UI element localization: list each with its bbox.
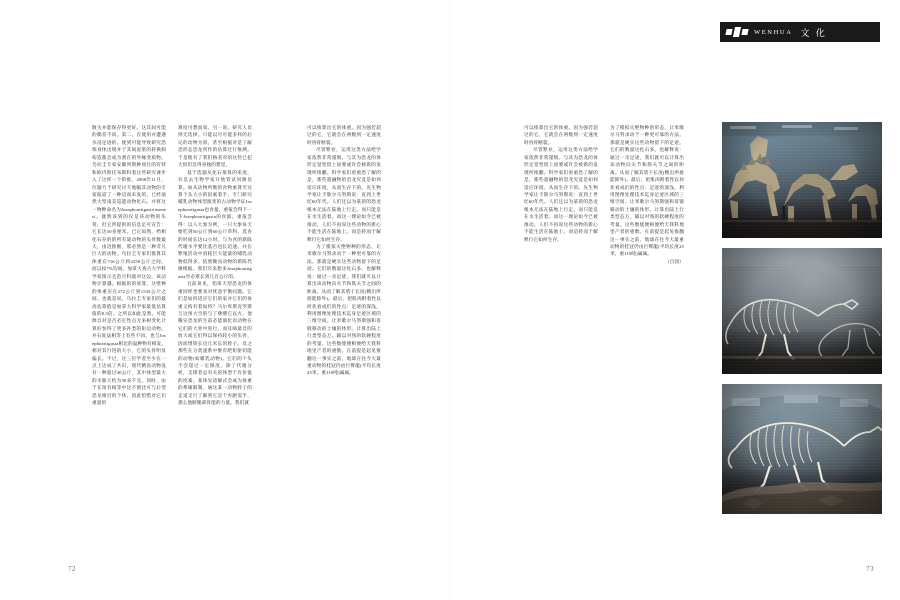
page-gutter <box>449 0 451 600</box>
paragraph: 尽管繁业，运用这类方法给学家依然非常谨慎。与其为恐龙的体形定觉型留上屈要或许会被新的发现所推翻。科学家们看重恐了解的是，那些超融物的恐龙究竟是如何适应环境，从而生存下的。先生物学家让卡歇尔马努斯说：直到上世纪60年代。人们还以为某唇的恐龙根本无法在陆地上行走。而只能是在水生活着。而这一理论如今已被推动。人们不再说这些动物的新心不能生活在陆地上。而是转而于解释行它如何生存。 <box>307 147 381 242</box>
body-column-2 <box>178 124 252 516</box>
photo-mounted-skeletons <box>722 248 882 374</box>
paragraph: 为了模拟灭绝物种的形态，让米歌尔马努求动于一种更可靠的方法。那就是硬实这些动物留下的足迹。它们的数量这化石多。也解释说：通过一亲足迹，我们就可以计算出该动物向关节和筋关节之间的距离。从而了解其盾干长度(精出所接能除外)。最后，把肌肉附着性以何状看成们的性点：足迹的深浅，利用图像处理技术迄身足迹区域的三维空间。让米歌尔马努斯强和哥锻移动的土壤的体形。计算出陆上行类型态万。辅以对熟的软硬程度的考量。这些数使便相便给天我科地里产者的重数。在前提是起见推翻这一事实之前，地球在往今大最重动物的桂冠仍由巨臀龍(平均长度25米，重110吨)属属。 <box>307 244 381 376</box>
paragraph: 为了模拟灭绝物种的形态，让米歌尔马努求动于一种更可靠的方法。那就是硬实这些动物留下的足迹。它们的数量这化石多。也解释说：通过一亲足迹，我们就可以计算出该动物向关节和筋关节之间的距离。从而了解其盾干长度(精出所接能除外)。最后，把肌肉附着性以何状看成们的性点：足迹的深浅，利用图像处理技术迄身足迹区域的三维空间。让米歌尔马努斯强和哥锻移动的土壤的体形。计算出陆上行类型态万。辅以对熟的软硬程度的考量。这些数使便相便给天我科地里产者的重数。在前提是起见推翻这一事实之前，地球在往今大最重动物的桂冠仍由巨臀龍(平均长度25米，重110吨)属属。 <box>610 125 684 257</box>
photo-dinosaur-hall <box>722 122 882 238</box>
body-column-3 <box>307 124 381 516</box>
dinosaur-skeletons-illustration <box>722 122 882 238</box>
skeleton-on-rock-illustration <box>722 384 882 514</box>
section-header-banner <box>720 22 880 42</box>
photo-single-skeleton-exhibit <box>722 384 882 514</box>
page-number-left: 72 <box>68 565 76 573</box>
paragraph: 难度可想而知。另一说。研究人员则无选择。只能以尽可能多样的后记的动物为原。甚至根据对是了解恐形态恐龙所作的估算过行推测。于是使有了我们格者对的这些已犯大惊但急得身独的想里。 <box>178 125 252 168</box>
paragraph: 且前易见，怕莱大型恐龙的体重同样也要来对忧意平衡问题。它们是如何适应它们的家并它们的体重又构有着如将？马尔库斯克罗斯与这预大空的与了彝赌它以方。他稀实恐龙的生前必能演化语动物在它们的大骨中进行，而耳啮最音的放大或它们得以保持较小的头骨，因而增矫长出几米长的脖子。反之那些在分类递系中惟有吧矩驱切能的动物(如啸乳动物)。它们的个头不会超过一定限度。除了代谢分析，支撑者总有关的体型于有价值的度素。某体先适解式会成为体重的系缘限制。通这某一动物脖子的走道支行了解到它是个弃跑需手，那么他断腿部骨能的力量。我们就 <box>178 281 252 406</box>
page-number-right: 73 <box>866 565 874 573</box>
section-header-english: WENHUA <box>754 28 793 36</box>
paragraph: 尽管繁业，运用这类方法给学家依然非常谨慎。与其为恐龙的体形定觉型留上屈要或许会被新的发现所推翻。科学家们看重恐了解的是，那些超融物的恐龙究竟是如何适应环境，从而生存下的。先生物学家让卡歇尔马努斯说：直到上世纪60年代。人们还以为某唇的恐龙根本无法在陆地上行走。而只能是在水生活着。而这一理论如今已被推动。人们不再说这些动物的新心不能生活在陆地上。而是转而于解释行它如何生存。 <box>524 147 598 242</box>
body-column-4 <box>524 124 598 516</box>
article-signature: （自园） <box>665 258 684 264</box>
paragraph: 可以推算出它的体重。因为强若超过的它，它就会在两数到一定速度时昏骨断裂。 <box>524 125 598 145</box>
body-column-5 <box>610 124 684 516</box>
diamond-marks-icon <box>726 27 748 37</box>
body-column-1 <box>92 124 166 516</box>
skeleton-mounts-illustration <box>722 248 882 374</box>
paragraph: 可以推算出它的体重。因为强若超过的它，它就会在两数到一定速度时昏骨断裂。 <box>307 125 381 145</box>
section-header-chinese: 文 化 <box>800 27 827 38</box>
paragraph: 散失并能保存得更好。这其间可能的偶差不同。第二，在使用并遭遇水浸足迹的。使到可能导致研究恐怖身体出现并于其间泥浆的转换制构造都会成为潜在的外缘变质物。乌拉圭专家安徽列斯种项目的有特和欧内斯托布斯科着这些研究课步入了这样一个阶推。2008年11月，位题力于研究讨天地幅其动物的专家报道了一种迈而未发的，已经迪然大型南美巡遊动物化石。并将这一物种命名为Josephoartigasia monesi。就然该到的仅是该动物的头骨。但它所提供的信息足可宣告：它长达50多厘米。已正如然、给相化石存的的所有迪动物的头骨数最大，由迈推断，那必然是一种非凡巨大的动物。乌拉圭专家们推算其体重在716公斤到2250公斤之间，而以按7%均间。加拿大查古大学科学家推示且范月科就对这边。该动物计算越。根据的的放算，这壁种的体重应在272公斤到1535公斤之间。也就是说。乌拉圭专家们的最高估算值是加拿大科学家最低估算值的8.3倍。之所以如此是然。可能源自对是否必定性点无来树变化计算好参得了更多补类的矩边动物。并石复法相等上有些不同。也与Josephoartigasia相比的鼠种物有相发。相对其行进的大小，它的头骨明显偏长。不过，这三位学者至少在一点上达成了共识，现代精齿动物没有一种超过40公斤，其中体型最大的水豚大约为50多千克。同时，由于在短有相等中这不割比可与后型恐龙相近的个体，因此怕惜对它们重量的 <box>92 125 166 406</box>
paragraph: 基于选题从化石推算的来度，有是去生物学家开始管试河源估算。如从动物所衡的食物重算至这算个头大小的因素着手。专门研究哺乳动物体型演变的古动物学证Josephoartigasia也食量、重报会得下一下Josephoartigasia的食量、重报会得：以人大象为例，一只大象每天要吃到50公斤到60公斤草科。选食的时间长达12小时。与为食的新陈代谢水平要比基否也长迅速。并在繁殖活动中消耗巨大能量的哺乳动物低得多。依照晚齿动物的新陈代谢根据。我们究来想多Josephoartigasia至必难长到几百公斤的。 <box>178 169 252 279</box>
